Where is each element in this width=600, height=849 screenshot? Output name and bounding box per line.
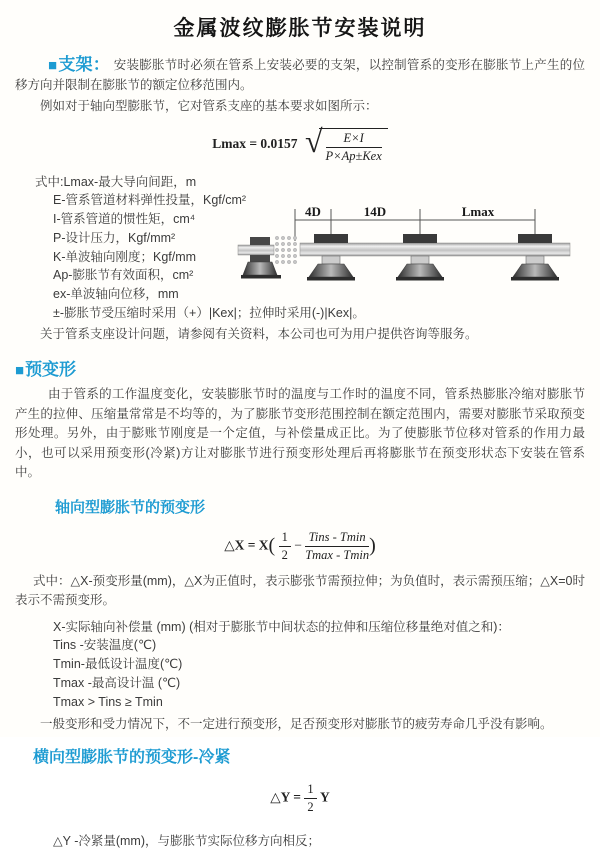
definitions-and-diagram <box>0 173 600 321</box>
dim-label-14d: 14D <box>363 203 387 219</box>
support-heading-label: 支架： <box>58 55 111 74</box>
anchor-support-icon <box>241 237 281 279</box>
sqrt-radical <box>304 122 388 164</box>
axial-definition-line: Tmin-最低设计温度(℃) <box>53 657 183 672</box>
predeform-section-heading <box>15 355 585 380</box>
support-intro-text: 安装膨胀节时必须在管系上安装必要的支架，以控制管系的变形在膨胀节上产生的位移方向并限制在膨胀节的额定位移范围内。 <box>15 58 585 92</box>
axial-definitions-list <box>15 618 585 712</box>
axial-explain-paragraph: 式中：△X-预变形量(mm)，△X为正值时，表示膨张节需预拉伸；为负值时，表示需预压缩；△X=0时表示不需预变形。 <box>15 573 585 607</box>
predeform-heading-label: 预变形 <box>25 360 77 379</box>
definition-line: 式中:Lmax-最大导向间距，m <box>35 174 197 189</box>
support-note-line: 关于管系支座设计问题，请参阅有关资料，本公司也可为用户提供咨询等服务。 <box>40 326 478 341</box>
sqrt-body <box>319 128 388 164</box>
axial-definition-line: Tmax -最高设计温 (℃) <box>53 675 181 690</box>
one-half-fraction <box>279 530 291 563</box>
half-numerator: 1 <box>279 530 291 547</box>
sqrt-sign-glyph: √ <box>304 122 323 159</box>
lmax-formula <box>0 122 600 164</box>
predeform-body-paragraph: 由于管系的工作温度变化，安装膨胀节时的温度与工作时的温度不同，管系热膨胀冷缩对膨胀节产生的拉伸、压缩量常常是不均等的，为了膨胀节变形范围控制在额定范围内，需要对膨胀节采取预变形处理。另外，由于膨账节刚度是一个定值，与补偿量成正比。为了使膨胀节位移对管系的作用力最小，也可以采用预变形(冷紧)方让对膨胀节进行预变形处理后再将膨胀节在预变形状态下安装在管系中。 <box>15 387 585 479</box>
lateral-predeform-formula <box>0 782 600 815</box>
definition-line: K-单波轴向刚度；Kgf/mm <box>53 249 197 264</box>
support-example-line: 例如对于轴向型膨胀节，它对管系支座的基本要求如图所示： <box>40 99 378 113</box>
pipe-stub <box>238 245 274 255</box>
axial-definition-line: Tins -安装温度(℃) <box>53 638 157 653</box>
lmax-fraction-denominator: P×Ap±Kex <box>325 148 382 163</box>
axial-subsection-heading: 轴向型膨胀节的预变形 <box>55 498 206 516</box>
definition-line: ex-单波轴向位移，mm <box>53 287 179 302</box>
temperature-fraction <box>305 530 369 563</box>
half-numerator: 1 <box>304 782 316 799</box>
page-title: 金属波纹膨胀节安装说明 <box>173 17 427 40</box>
half-denominator: 2 <box>281 547 288 562</box>
dim-label-4d: 4D <box>305 203 321 219</box>
lateral-formula-lhs: △Y = <box>270 789 301 805</box>
section-square-bullet: ■ <box>48 57 58 74</box>
half-denominator: 2 <box>307 799 314 814</box>
definition-line: E-管系管道材料弹性投量，Kgf/cm² <box>53 193 247 208</box>
lmax-fraction-numerator: E×I <box>326 131 382 148</box>
definition-line: I-管系管道的惯性矩，cm⁴ <box>53 212 196 227</box>
open-paren: ( <box>268 534 276 557</box>
pipe-main <box>300 243 570 256</box>
guide-support-icon <box>511 234 559 281</box>
temperature-fraction-numerator: Tins - Tmin <box>305 530 369 547</box>
one-half-fraction <box>304 782 316 815</box>
section-square-bullet: ■ <box>15 362 25 379</box>
axial-predeform-formula <box>0 530 600 563</box>
definition-line: Ap-膨胀节有效面积，cm² <box>53 268 194 283</box>
lmax-fraction <box>326 131 382 164</box>
axial-formula-lhs: △X = X <box>224 537 269 553</box>
axial-definition-line: Tmax > Tins ≥ Tmin <box>53 694 163 709</box>
close-paren: ) <box>369 534 376 557</box>
temperature-fraction-denominator: Tmax - Tmin <box>305 547 370 562</box>
bellows-icon <box>275 236 296 263</box>
support-section-heading <box>48 55 110 74</box>
lmax-formula-prefix: Lmax = 0.0157 <box>212 135 298 151</box>
lateral-note-line: △Y -冷紧量(mm)，与膨胀节实际位移方向相反； <box>53 833 321 848</box>
definition-line: P-设计压力，Kgf/mm² <box>53 230 176 245</box>
support-intro-paragraph <box>15 55 585 95</box>
guide-support-icon <box>307 234 355 281</box>
axial-note-line: 一般变形和受力情况下，不一定进行预变形，足否预变形对膨胀节的疲劳寿命几乎没有影响。 <box>40 717 553 732</box>
definition-line: ±-膨胀节受压缩时采用（+）|Kex|；拉伸时采用(-)|Kex|。 <box>53 306 365 321</box>
dim-label-lmax: Lmax <box>461 203 495 219</box>
lateral-formula-rhs: Y <box>319 789 330 805</box>
guide-support-icon <box>396 234 444 281</box>
lateral-subsection-heading: 横向型膨胀节的预变形-冷紧 <box>33 748 231 766</box>
axial-definition-line: X-实际轴向补偿量 (mm) (相对于膨胀节中间状态的拉伸和压缩位移量绝对值之和)： <box>53 619 510 634</box>
pipe-support-diagram <box>238 203 600 303</box>
minus-sign: − <box>294 537 302 553</box>
